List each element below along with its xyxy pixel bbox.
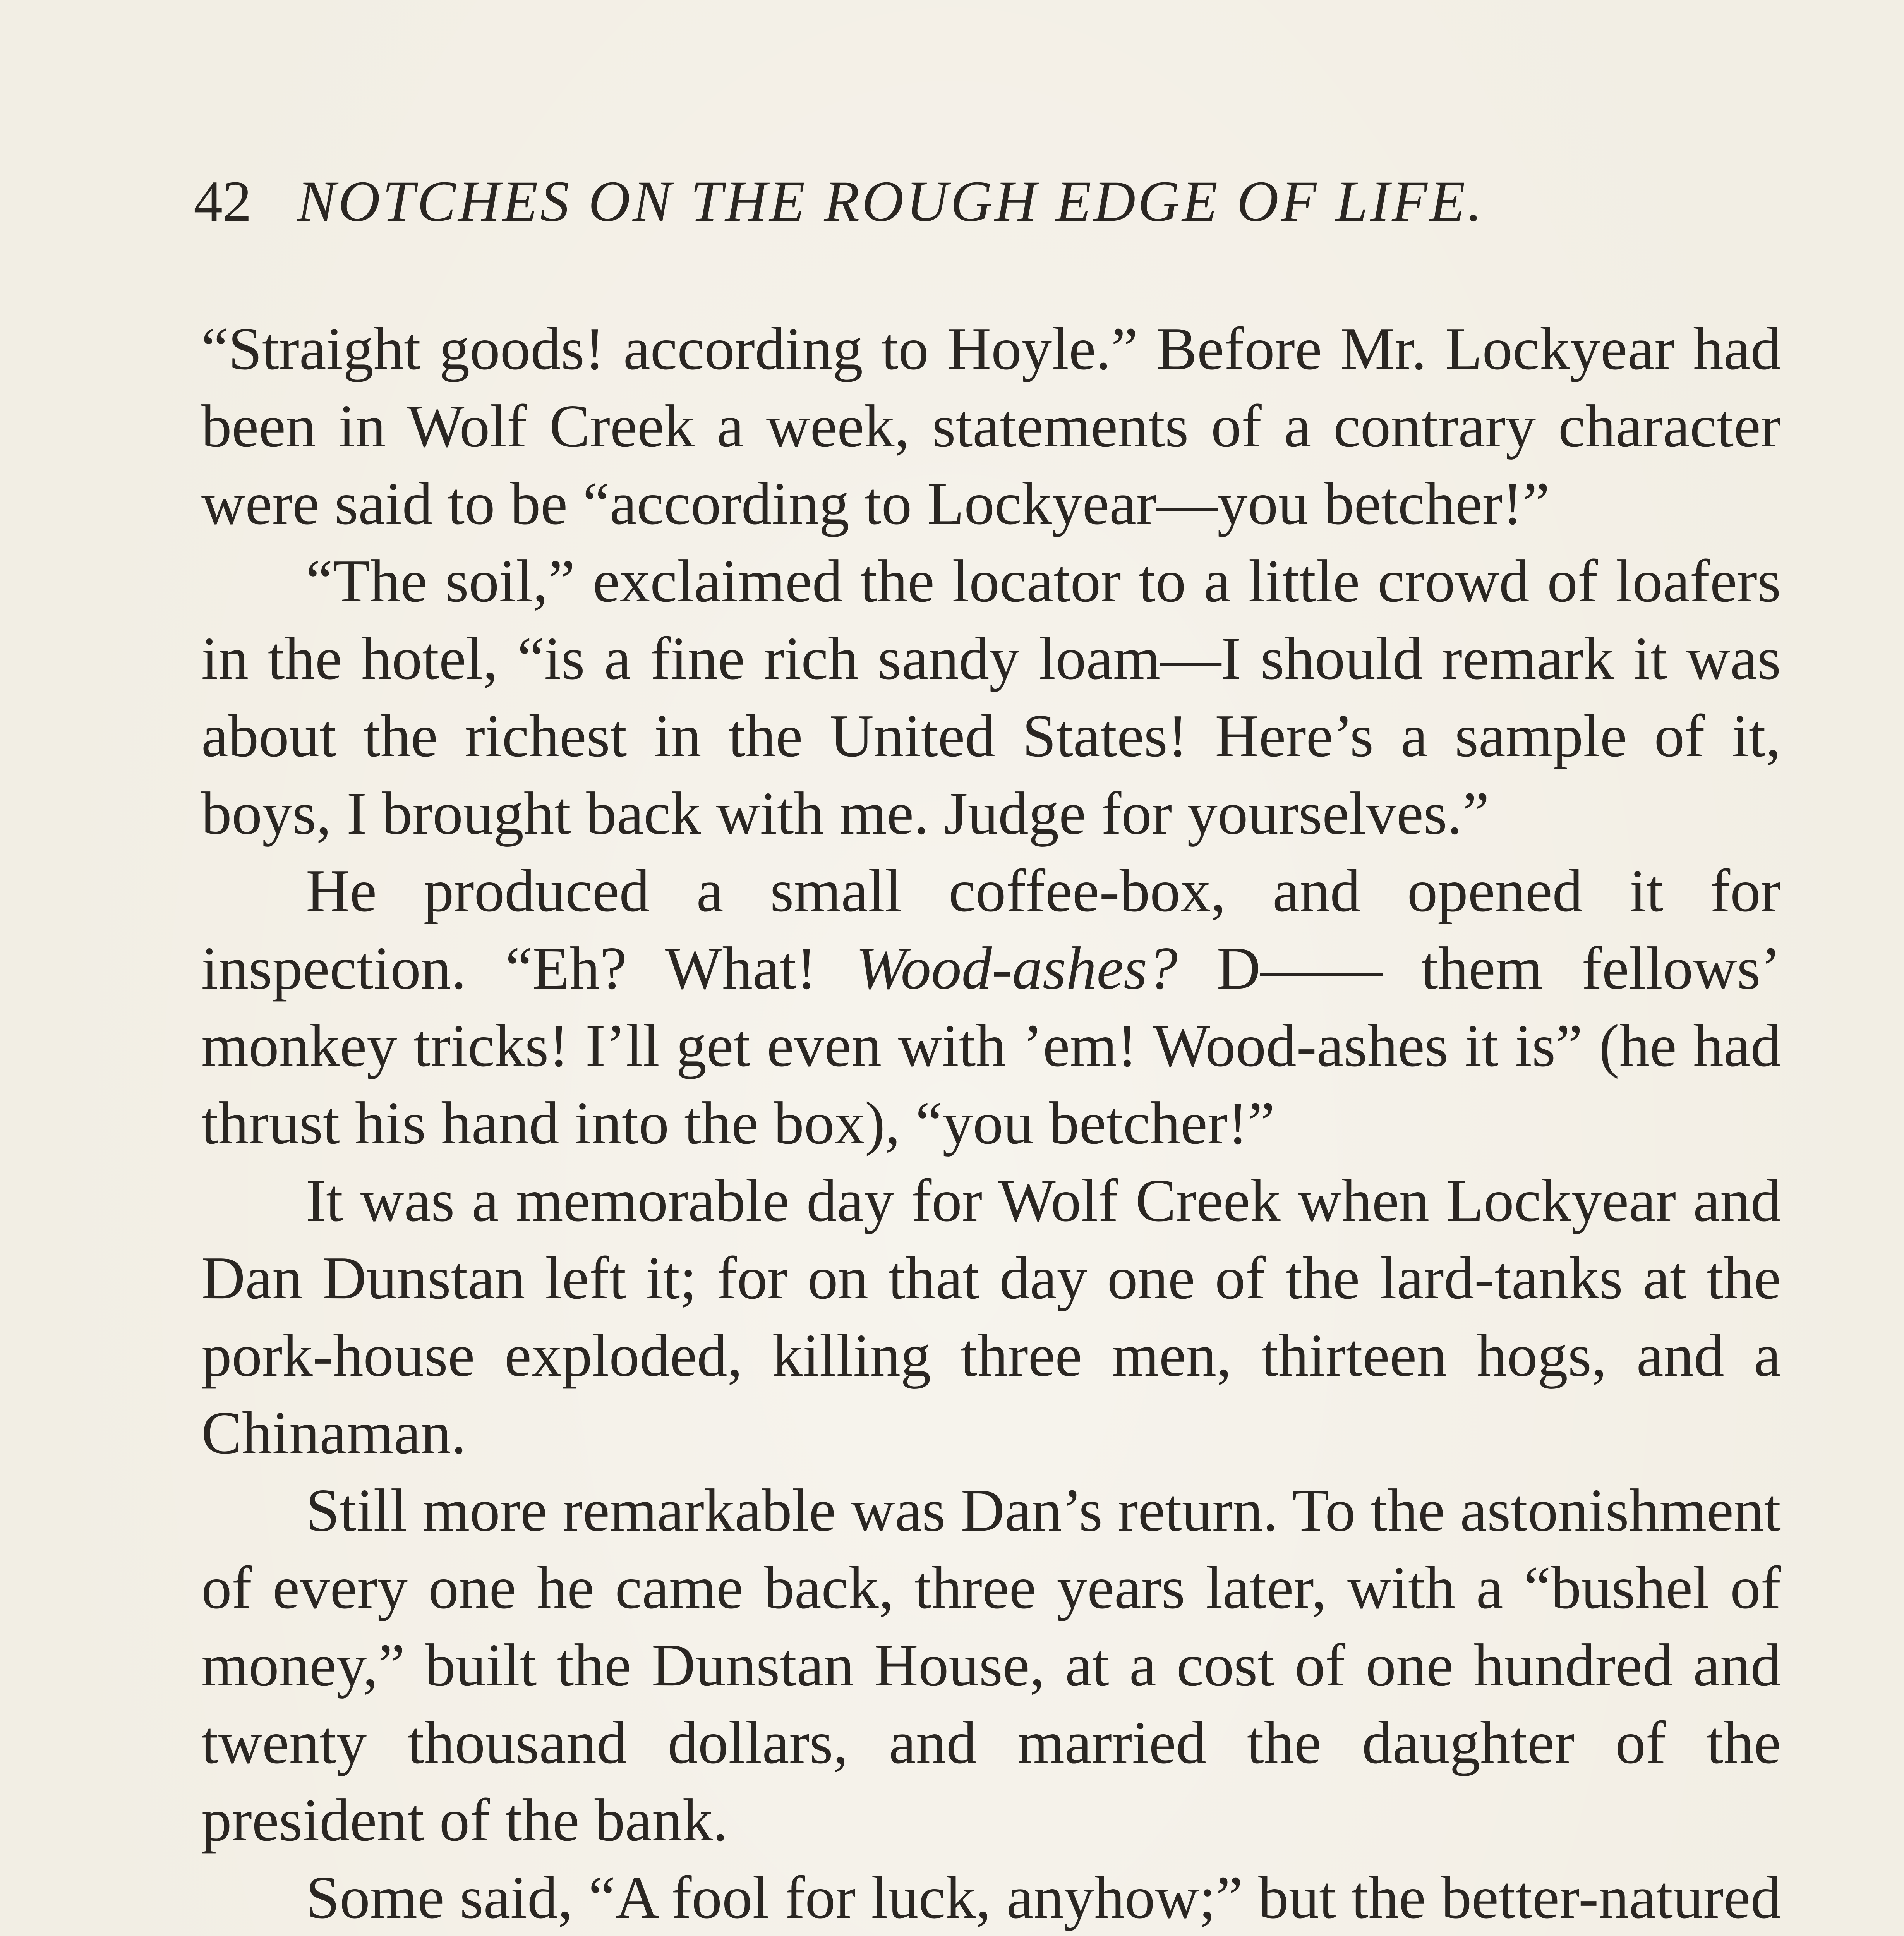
italic-wood-ashes: Wood-ashes? [856, 934, 1178, 1002]
page-number: 42 [194, 169, 252, 233]
paragraph-coffee-box-end: D—— them fellows’ monkey tricks! I’ll get even with ’em! Wood-ashes it is” (he had thrust his hand into the box), “you betcher!” [201, 934, 1781, 1157]
paragraph-memorable-day: It was a memorable day for Wolf Creek when Lockyear and Dan Dunstan left it; for on that day one of the lard-tanks at the pork-house exploded, killing three men, thirteen hogs, and a Chinaman. [201, 1167, 1781, 1466]
paragraph-straight-goods: “Straight goods! according to Hoyle.” Before Mr. Lockyear had been in Wolf Creek a week, statements of a contrary character were said to be “according to Lockyear—you betcher!” [201, 315, 1781, 537]
running-header [194, 170, 1703, 232]
paragraph-the-soil: “The soil,” exclaimed the locator to a little crowd of loafers in the hotel, “is a fine rich sandy loam—I should remark it was about the richest in the United States! Here’s a sample of it, boys, I brought back with me. Judge for yourselves.” [201, 547, 1781, 847]
paragraph-coffee-box-start: He produced a small coffee-box, and opened it for inspection. “Eh? What! [201, 857, 1781, 1002]
paragraph-coffee-box [201, 852, 1781, 1162]
paragraph-dans-return: Still more remarkable was Dan’s return. To the astonishment of every one he came back, three years later, with a “bushel of money,” built the Dunstan House, at a cost of one hundred and twenty thousand dollars, and married the daughter of the president of the bank. [201, 1476, 1781, 1854]
running-title: NOTCHES ON THE ROUGH EDGE OF LIFE. [297, 169, 1484, 233]
paragraph-fool-for-luck: Some said, “A fool for luck, anyhow;” but the better-natured [306, 1864, 1781, 1931]
body-text [201, 310, 1781, 1936]
